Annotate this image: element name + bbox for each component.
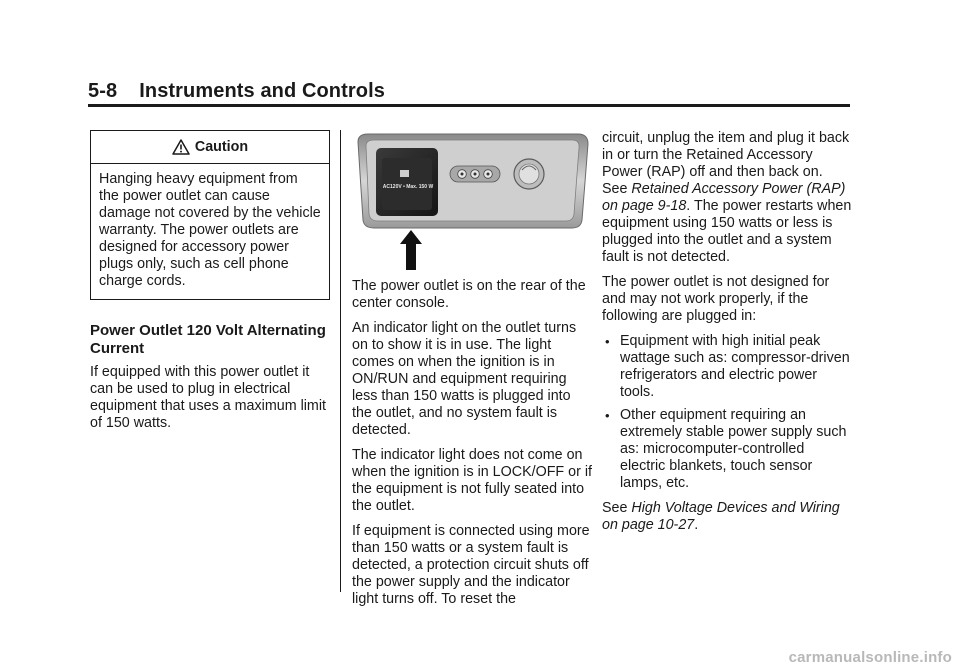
list-item <box>602 407 852 492</box>
right-paragraph-3-text: See <box>602 500 632 516</box>
middle-paragraph-1: The power outlet is on the rear of the center console. <box>352 278 586 311</box>
caution-box <box>90 130 330 300</box>
bullet-icon: • <box>605 334 610 349</box>
list-item-text: Other equipment requiring an extremely stable power supply such as: microcomputer-controlled electric blankets, touch sensor lamps, etc. <box>620 407 847 491</box>
right-paragraph-1-tail: . The power restarts when equipment using 150 watts or less is plugged into the outlet and a system fault is not detected. <box>602 198 852 265</box>
section-title: Instruments and Controls <box>139 80 385 102</box>
caution-header <box>91 131 329 164</box>
column-divider <box>340 130 341 592</box>
right-paragraph-1-text: circuit, unplug the item and plug it back in or turn the Retained Accessory Power (RAP) off and then back on. See <box>602 130 850 197</box>
column-left <box>90 130 330 440</box>
right-paragraph-3-tail: . <box>694 517 699 533</box>
middle-paragraph-2: An indicator light on the outlet turns on to show it is in use. The light comes on when the ignition is in ON/RUN and equipment requiring less than 150 watts is plugged into the outlet, and no system fault is detected. <box>352 320 577 438</box>
equipment-list <box>602 333 852 492</box>
page-header <box>88 80 385 103</box>
watermark: carmanualsonline.info <box>788 649 952 666</box>
middle-paragraph-3: The indicator light does not come on when the ignition is in LOCK/OFF or if the equipment is not fully seated into the outlet. <box>352 447 592 514</box>
caution-text: Hanging heavy equipment from the power outlet can cause damage not covered by the vehicle warranty. The power outlets are designed for accessory power plugs only, such as cell phone charge cords. <box>99 171 321 289</box>
caution-title: Caution <box>194 138 249 155</box>
column-right <box>602 130 852 542</box>
rap-cross-reference: Retained Accessory Power (RAP) on page 9-18 <box>602 181 846 214</box>
list-item-text: Equipment with high initial peak wattage such as: compressor-driven refrigerators and electric power tools. <box>620 333 850 400</box>
section-heading: Power Outlet 120 Volt Alternating Current <box>90 322 326 357</box>
high-voltage-cross-reference: High Voltage Devices and Wiring on page 10-27 <box>602 500 840 533</box>
header-rule <box>88 104 850 107</box>
warning-icon <box>172 139 190 155</box>
right-paragraph-1 <box>602 130 852 266</box>
section-intro: If equipped with this power outlet it can be used to plug in electrical equipment that uses a maximum limit of 150 watts. <box>90 364 326 431</box>
list-item <box>602 333 852 401</box>
power-outlet-photo <box>352 130 592 270</box>
right-paragraph-2: The power outlet is not designed for and may not work properly, if the following are plugged in: <box>602 274 830 324</box>
column-middle <box>352 130 592 616</box>
bullet-icon: • <box>605 408 610 423</box>
outlet-label: AC120V • Max. 150 W <box>382 184 434 190</box>
section-number: 5-8 <box>88 80 118 102</box>
middle-paragraph-4: If equipment is connected using more than 150 watts or a system fault is detected, a protection circuit shuts off the power supply and the indicator light turns off. To reset the <box>352 523 590 607</box>
right-paragraph-3 <box>602 500 852 534</box>
